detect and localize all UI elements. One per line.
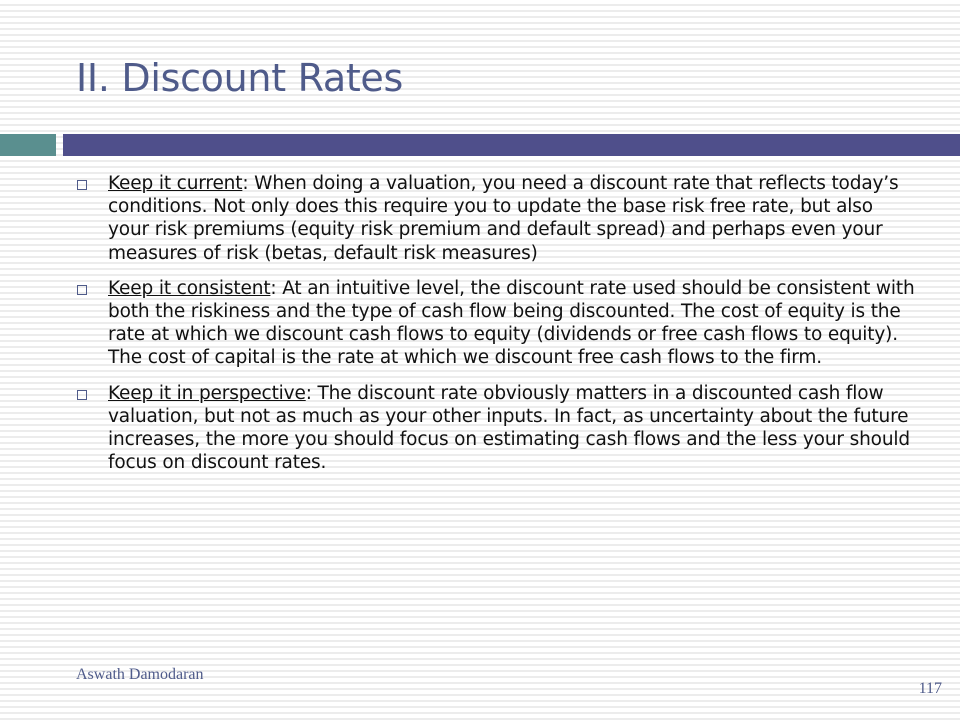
page-number: 117 — [918, 680, 942, 697]
bullet-text: : At an intuitive level, the discount rate used should be consistent with both the riskiness and the type of cash flow being discounted. The cost of equity is the rate at which we discount cash flows to equity (dividends or free cash flows to equity). The cost of capital is the rate at which we discount free cash flows to the firm. — [108, 277, 915, 369]
bullet-list — [76, 172, 916, 486]
hollow-square-bullet-icon — [77, 180, 87, 190]
bullet-item-keep-it-consistent — [76, 277, 916, 370]
title-accent-bar-right — [63, 134, 960, 156]
slide-title: II. Discount Rates — [76, 56, 404, 100]
bullet-text: : When doing a valuation, you need a discount rate that reflects today’s conditions. Not only does this require you to update the base risk free rate, but also your risk premiums (equity risk premium and default spread) and perhaps even your measures of risk (betas, default risk measures) — [108, 173, 899, 264]
bullet-item-keep-it-in-perspective — [76, 382, 916, 475]
bullet-heading: Keep it in perspective — [108, 382, 306, 404]
bullet-heading: Keep it consistent — [108, 277, 271, 299]
bullet-text: : The discount rate obviously matters in a discounted cash flow valuation, but not as much as your other inputs. In fact, as uncertainty about the future increases, the more you should focus on estimating cash flows and the less your should focus on discount rates. — [108, 382, 910, 474]
footer-author: Aswath Damodaran — [76, 666, 204, 683]
bullet-heading: Keep it current — [108, 173, 243, 194]
hollow-square-bullet-icon — [77, 285, 87, 295]
bullet-item-keep-it-current — [76, 172, 916, 265]
title-accent-bar-left — [0, 134, 56, 156]
hollow-square-bullet-icon — [77, 390, 87, 400]
